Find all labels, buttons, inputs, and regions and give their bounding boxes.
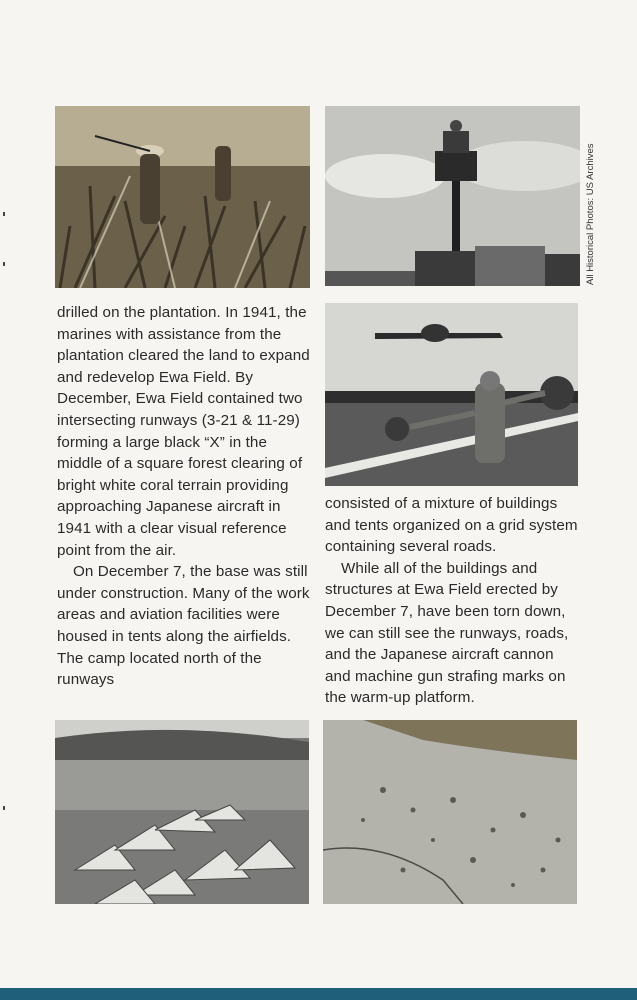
aircraft-signal-photo xyxy=(325,303,578,486)
tent-camp-photo xyxy=(55,720,309,904)
right-paragraph-2: While all of the buildings and structures at Ewa Field erected by December 7, have been torn down, we can still see the runways, roads, and the Japanese aircraft cannon and machine gun strafing marks on the warm-up platform. xyxy=(325,559,569,707)
left-text-column xyxy=(57,302,310,691)
left-paragraph-1: drilled on the plantation. In 1941, the marines with assistance from the plantation cleared the land to expand and redevelop Ewa Field. By December, Ewa Field contained two intersecting runways (3-21 & 11-29) forming a large black “X” in the middle of a square forest clearing of bright white coral terrain providing approaching Japanese aircraft in 1941 with a clear visual reference point from the air. xyxy=(57,304,310,559)
photo-credit: All Historical Photos: US Archives xyxy=(585,143,596,285)
strafing-marks-photo xyxy=(323,720,577,904)
right-paragraph-1: consisted of a mixture of buildings and tents organized on a grid system containing several roads. xyxy=(325,495,578,556)
scan-edge-mark xyxy=(3,212,5,216)
control-tower-photo xyxy=(325,106,580,286)
bottom-edge-bar xyxy=(0,988,637,1000)
plantation-workers-photo xyxy=(55,106,310,288)
scan-edge-mark xyxy=(3,806,5,810)
scan-edge-mark xyxy=(3,262,5,266)
right-text-column xyxy=(325,493,583,709)
left-paragraph-2: On December 7, the base was still under construction. Many of the work areas and aviation facilities were housed in tents along the airfields. The camp located north of the runways xyxy=(57,563,310,689)
